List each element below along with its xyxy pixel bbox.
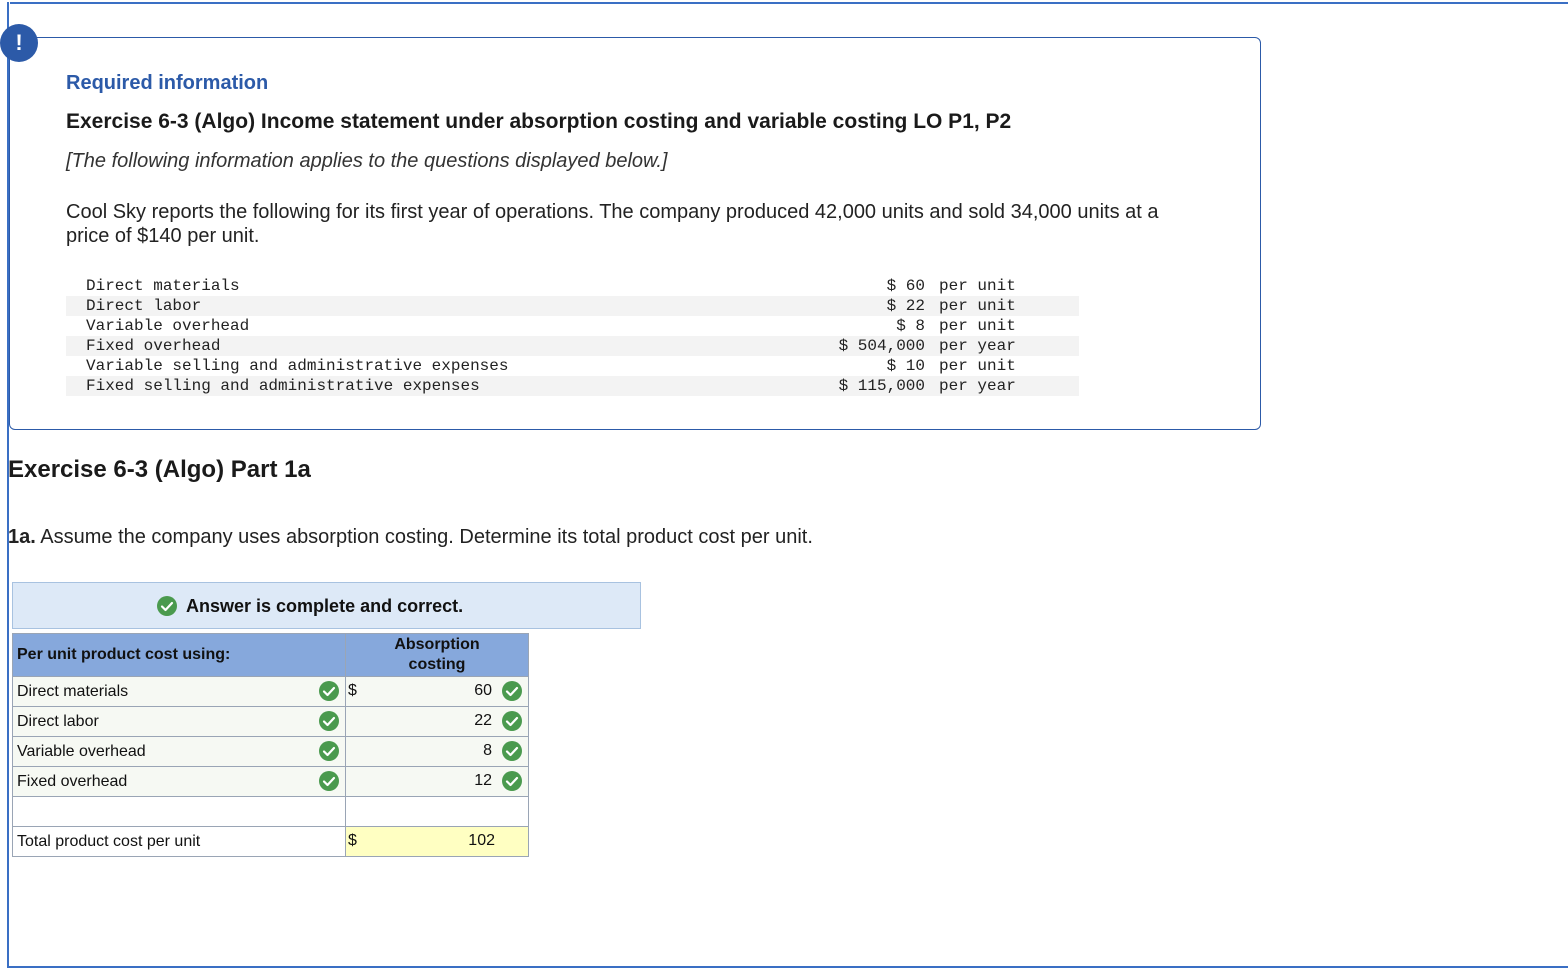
row-label: Direct labor bbox=[17, 712, 99, 730]
cost-unit: per unit bbox=[939, 317, 1016, 335]
cost-row bbox=[66, 376, 1079, 396]
value-input-cell[interactable] bbox=[346, 707, 529, 737]
table-row bbox=[13, 737, 529, 767]
cost-row bbox=[66, 276, 1079, 296]
header-per-unit: Per unit product cost using: bbox=[13, 634, 346, 677]
cost-unit: per unit bbox=[925, 296, 1079, 316]
answer-table-header bbox=[13, 634, 529, 677]
required-info-panel bbox=[9, 37, 1261, 430]
problem-description: Cool Sky reports the following for its first year of operations. The company produced 42,000 units and sold 34,000 units at a price of $140 per unit. bbox=[66, 201, 1159, 247]
total-row bbox=[13, 827, 529, 857]
blank-label-cell[interactable] bbox=[13, 797, 346, 827]
header-absorption-costing bbox=[346, 634, 529, 677]
required-info-label: Required information bbox=[66, 72, 269, 94]
blank-row bbox=[13, 797, 529, 827]
check-circle-icon bbox=[319, 771, 339, 791]
answer-table bbox=[12, 633, 529, 857]
cost-row bbox=[66, 336, 1079, 356]
question-body: Assume the company uses absorption costing. Determine its total product cost per unit. bbox=[35, 526, 813, 548]
total-value: 102 bbox=[468, 832, 495, 849]
check-circle-icon bbox=[502, 741, 522, 761]
cost-row bbox=[66, 356, 1079, 376]
row-label-cell[interactable] bbox=[13, 707, 346, 737]
header-line-2: costing bbox=[408, 656, 466, 673]
table-row bbox=[13, 707, 529, 737]
cost-label: Fixed selling and administrative expenses bbox=[66, 376, 525, 396]
page-frame-top bbox=[10, 2, 1568, 4]
row-label-cell[interactable] bbox=[13, 737, 346, 767]
cost-amount: $ 60 bbox=[886, 277, 925, 295]
check-circle-icon bbox=[157, 596, 177, 616]
cost-amount: $ 10 bbox=[886, 357, 925, 375]
check-circle-icon bbox=[502, 771, 522, 791]
cost-unit: per unit bbox=[939, 357, 1016, 375]
header-line-1: Absorption bbox=[394, 636, 480, 653]
cost-amount: $ 22 bbox=[525, 296, 925, 316]
check-circle-icon bbox=[502, 711, 522, 731]
check-circle-icon bbox=[502, 681, 522, 701]
check-circle-icon bbox=[319, 711, 339, 731]
row-label-cell[interactable] bbox=[13, 767, 346, 797]
row-label: Direct materials bbox=[17, 682, 129, 700]
total-label: Total product cost per unit bbox=[17, 832, 201, 850]
question-text bbox=[8, 526, 813, 549]
info-note: [The following information applies to the questions displayed below.] bbox=[66, 150, 668, 172]
cost-label: Fixed overhead bbox=[66, 336, 525, 356]
value-input-cell[interactable] bbox=[346, 737, 529, 767]
question-number: 1a. bbox=[8, 526, 36, 548]
check-circle-icon bbox=[319, 681, 339, 701]
cost-label: Direct materials bbox=[86, 277, 240, 295]
cost-row bbox=[66, 296, 1079, 316]
row-value: 12 bbox=[474, 772, 492, 789]
cost-label: Direct labor bbox=[66, 296, 525, 316]
currency-symbol: $ bbox=[348, 682, 357, 699]
total-label-cell bbox=[13, 827, 346, 857]
part-title: Exercise 6-3 (Algo) Part 1a bbox=[8, 456, 311, 483]
cost-amount: $ 115,000 bbox=[525, 376, 925, 396]
value-input-cell[interactable] bbox=[346, 767, 529, 797]
row-label-cell[interactable] bbox=[13, 677, 346, 707]
cost-amount: $ 8 bbox=[896, 317, 925, 335]
row-label: Variable overhead bbox=[17, 742, 146, 760]
answer-status-banner bbox=[12, 582, 641, 629]
row-value: 22 bbox=[474, 712, 492, 729]
currency-symbol: $ bbox=[348, 832, 357, 849]
cost-data-table bbox=[66, 276, 1079, 396]
alert-icon: ! bbox=[0, 24, 38, 62]
blank-value-cell[interactable] bbox=[346, 797, 529, 827]
cost-label: Variable selling and administrative expenses bbox=[86, 357, 509, 375]
table-row bbox=[13, 767, 529, 797]
page-frame-bottom bbox=[7, 966, 1568, 968]
cost-unit: per unit bbox=[939, 277, 1016, 295]
cost-label: Variable overhead bbox=[86, 317, 250, 335]
table-row bbox=[13, 677, 529, 707]
cost-unit: per year bbox=[925, 376, 1079, 396]
total-value-cell bbox=[346, 827, 529, 857]
cost-unit: per year bbox=[925, 336, 1079, 356]
row-value: 60 bbox=[474, 682, 492, 699]
cost-amount: $ 504,000 bbox=[525, 336, 925, 356]
check-circle-icon bbox=[319, 741, 339, 761]
row-value: 8 bbox=[483, 742, 492, 759]
answer-status bbox=[157, 595, 463, 617]
value-input-cell[interactable] bbox=[346, 677, 529, 707]
exercise-title: Exercise 6-3 (Algo) Income statement under absorption costing and variable costing LO P1, P2 bbox=[66, 110, 1012, 133]
answer-status-text: Answer is complete and correct. bbox=[186, 595, 464, 616]
row-label: Fixed overhead bbox=[17, 772, 128, 790]
cost-row bbox=[66, 316, 1079, 336]
